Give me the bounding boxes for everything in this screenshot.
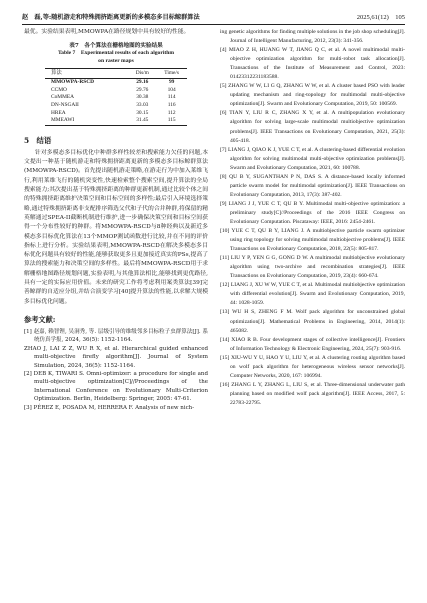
left-column <box>24 28 208 412</box>
reference-item: [10] YUE C T, QU B Y, LIANG J. A multiobjective particle swarm optimizer using ring topology for solving multimodal multiobjective problems[J]. IEEE Transactions on Evolutionary Computation, 2018, 22(5): 805-817. <box>220 228 405 253</box>
section-heading-conclusion: 5 结语 <box>24 135 52 145</box>
reference-item: [8] QU B Y, SUGANTHAN P N, DAS S. A distance-based locally informed particle swarm model for multimodal optimization[J]. IEEE Transactions on Evolutionary Computation, 2013, 17(3): 387-402. <box>220 173 405 198</box>
reference-item: [4] MIAO Z H, HUANG W T, JIANG Q C, et al. A novel multimodal multi-objective optimization algorithm for multi-robot task allocation[J]. Transactions of the Institute of Measurement and Control, 2023: 01423312231183588. <box>220 47 405 81</box>
table-cell: 114 <box>167 94 176 101</box>
reference-item: ZHAO J, LAI Z Z, WU R X, et al. Hierarchical guided enhanced multi-objective firefly algorithm[J]. Journal of System Simulation, 2024, 36(5): 1152-1164. <box>24 345 208 369</box>
results-table <box>45 68 187 126</box>
reference-item: [1] 赵嘉, 赖智锂, 吴洞秀, 等. 层级引导的维级邻多目标粒子虫群算法[J]. 系统仿真学报, 2024, 36(5): 1152-1164. <box>24 328 208 344</box>
reference-item: [5] ZHANG W W, LI G Q, ZHANG W W, et al. A cluster based PSO with leader updating mechanism and ring-topology for multimodal multi-objective optimization[J]. Swarm and Evolutionary Computation, 2019, 50: 100569. <box>220 83 405 108</box>
references-heading: 参考文献: <box>24 314 56 324</box>
table-cell: DN-NSGAII <box>51 102 79 109</box>
table-cell: 112 <box>167 109 176 116</box>
header-rule <box>22 24 405 25</box>
reference-item: [9] LIANG J J, YUE C T, QU B Y. Multimodal multi-objective optimization: a preliminary study[C]//Proceedings of the 2016 IEEE Congress on Evolutionary Computation. Piscataway: IEEE, 2016: 2454-2461. <box>220 200 405 225</box>
header-distance: Dis/m <box>128 69 156 79</box>
reference-item: [2] DEB K, TIWARI S. Omni-optimizer: a procedure for single and multi-objective optimization[C]//Proceedings of the International Conference on Evolutionary Multi-Criterion Optimization. Berlin, Heidelberg: Springer, 2005: 47-61. <box>24 370 208 403</box>
reference-item: [6] TIAN Y, LIU R C, ZHANG X Y, et al. A multipopulation evolutionary algorithm for solving large-scale multimodal multiobjective optimization problems[J]. IEEE Transactions on Evolutionary Computation, 2021, 25(3): 405-418. <box>220 110 405 144</box>
intro-paragraph: 最优。实验结果表明,MMOWPA在路径规划中具有较好的性能。 <box>24 29 190 35</box>
table-cell: MMOWPA-RSCD <box>51 79 95 86</box>
right-column <box>220 28 405 408</box>
header-algorithm: 算法 <box>45 69 128 79</box>
table-cell: 104 <box>167 86 176 93</box>
reference-item: ing genetic algorithms for finding multiple solutions in the job shop scheduling[J]. Journal of Intelligent Manufacturing, 2012, 23(3): 341-356. <box>220 29 405 45</box>
reference-item: [12] LIANG J, XU W W, YUE C T, et al. Multimodal multiobjective optimization with differential evolution[J]. Swarm and Evolutionary Computation, 2019, 44: 1028-1059. <box>220 282 405 307</box>
table-cell: HREA <box>51 109 66 116</box>
table-row <box>45 79 187 87</box>
table-cell: 115 <box>156 117 187 125</box>
reference-item: [3] PÉREZ E, POSADA M, HERRERA F. Analysis of new nich- <box>24 404 195 411</box>
header-title: 赵 磊,等:随机游走和特殊拥挤距离更新的多模态多目标鲸群算法 <box>22 13 200 21</box>
table-row <box>45 117 187 125</box>
table-row <box>45 87 187 95</box>
table-row <box>45 94 187 102</box>
reference-item: [11] LIU Y P, YEN G G, GONG D W. A multimodal multiobjective evolutionary algorithm using two-archive and recombination strategies[J]. IEEE Transactions on Evolutionary Computation, 2019, 23(4): 660-674. <box>220 255 405 280</box>
table-cell: CoMMEA <box>51 94 75 101</box>
table-row <box>45 110 187 118</box>
table-header-row <box>45 69 187 79</box>
table-cell: MMEAWI <box>45 117 128 125</box>
running-header <box>22 9 405 23</box>
conclusion-paragraph: 针对多模态多目标优化中种群多样性较差和搜索能力欠佳的问题,本文提出一种基于随机游走和特殊拥挤距离更新的多模态多目标鲸群算法(MMOWPA-RSCD)。首先提出随机游走策略,在游走行为中加入莱维飞行,利用莱维飞行的随机突变性,快速检索整个搜索空间,提升算法的全局搜索能力;其次提出基于特殊拥挤距离的种群更新机制,通过比较个体之间的特殊拥挤距离维护决策空间和目标空间的多样性;最后引入环境选择策略,通过特殊拥挤距离非支配排序筛选父代和子代的合并种群,将保留的精英解通过SPEA-II截断机制进行维护,进一步确保决策空间和目标空间获得一个分布性较好的种群。将MMOWPA-RSCD与8种经典以及新近多模态多目标优化算法在13个MMOP测试函数进行比较,并在不同的评价指标上进行分析。实验结果表明,MMOWPA-RSCD在解决多模态多目标优化问题具有较好的性能,能够获取更多且更加接近真实的PSs,提高了算法的搜索能力和决策空间的多样性。最后将MMOWPA-RSCD用于求解栅格地图路径规划问题,实验表明,与其他算法相比,能够找到更优路径,具有一定的实际应用价值。未来的研究工作将考虑利用案类算法[39]完善鲸群的自适应分组,并结合演变学习[40]提升算法的性能,以求解大规模多目标优化问题。 <box>24 149 208 305</box>
header-page-info: 2025,61(12) 105 <box>356 13 405 21</box>
reference-item: [15] XIU-WU Y U, HAO Y U, LIU Y, et al. A clustering routing algorithm based on wolf pack algorithm for heterogeneous wireless sensor networks[J]. Computer Networks, 2020, 167: 106994. <box>220 354 405 379</box>
table-caption-en-2: on raster maps <box>98 57 134 64</box>
reference-item: [13] WU H S, ZHENG F M. Wolf pack algorithm for unconstrained global optimization[J]. Mathematical Problems in Engineering, 2014, 2014(1): 465082. <box>220 309 405 334</box>
reference-item: [16] ZHANG L Y, ZHANG L, LIU S, et al. Three-dimensional underwater path planning based on modified wolf pack algorithm[J]. IEEE Access, 2017, 5: 22783-22795. <box>220 381 405 406</box>
table-cell: CCMO <box>51 86 67 93</box>
header-time: Time/s <box>156 69 187 79</box>
table-cell: 116 <box>167 102 176 109</box>
table-cell: 30.15 <box>136 109 149 116</box>
table-row <box>45 102 187 110</box>
reference-item: [14] XIAO R B. Four development stages of collective intelligence[J]. Frontiers of Information Technology & Electronic Engineering, 2024, 25(7): 903-916. <box>220 336 405 352</box>
table-cell: 29.76 <box>136 86 149 93</box>
table-caption-cn: 表7 各个算法在栅格地图的实验结果 <box>69 43 163 50</box>
table-cell: 99 <box>168 79 175 86</box>
table-cell: 31.45 <box>128 117 156 125</box>
reference-item: [7] LIANG J, QIAO K J, YUE C T, et al. A clustering-based differential evolution algorithm for solving multimodal multi-objective optimization problems[J]. Swarm and Evolutionary Computation, 2021, 60: 100788. <box>220 146 405 171</box>
table-cell: 29.16 <box>136 79 149 86</box>
table-cell: 30.38 <box>136 94 149 101</box>
table-cell: 33.03 <box>136 102 149 109</box>
table-caption-en-1: Table 7 Experimental results of each algorithm <box>57 50 175 57</box>
